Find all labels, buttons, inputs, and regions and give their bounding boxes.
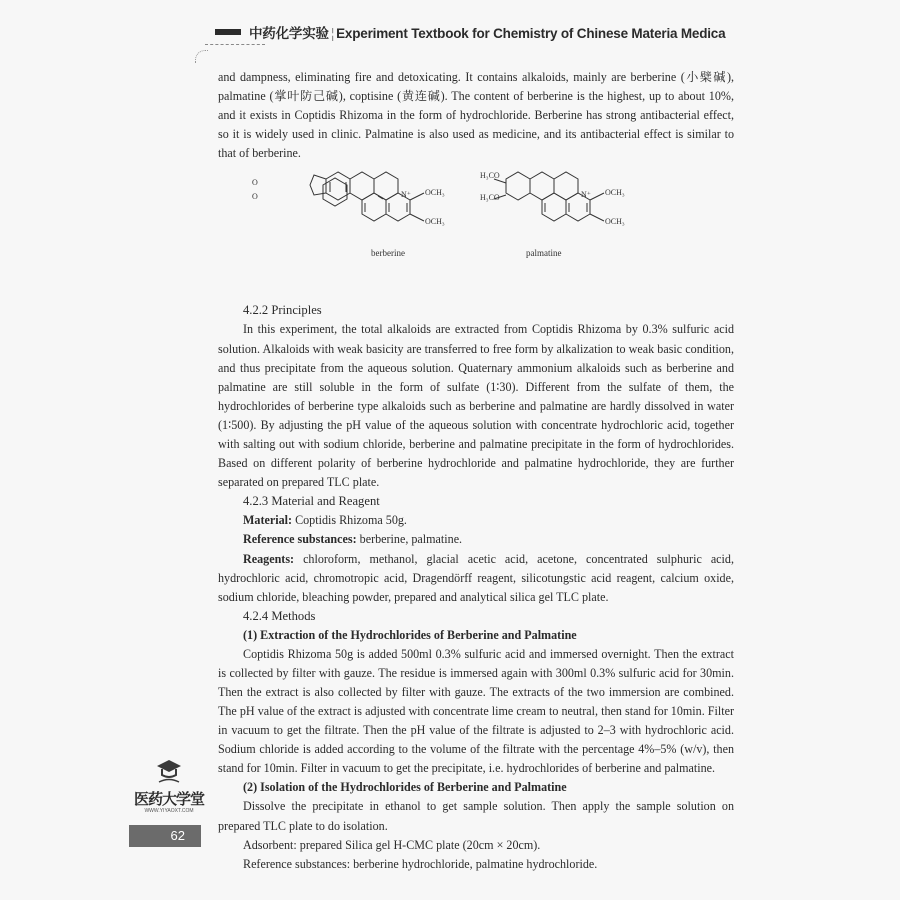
- berberine-ring-a: [323, 178, 347, 206]
- section-heading-4-2-4: 4.2.4 Methods: [243, 608, 316, 623]
- palmatine-h3co-2: H₃CO: [480, 193, 500, 203]
- reference-substances-line: Reference substances: berberine hydrochloride, palmatine hydrochloride.: [243, 856, 598, 871]
- intro-paragraph: and dampness, eliminating fire and detoxicating. It contains alkaloids, mainly are berberine (小檗碱), palmatine (掌叶防己碱), coptisine (黄连碱). The content of berberine is the highest, up to about 10%, and it exists in Coptidis Rhizoma in the form of hydrochloride. Berberine has strong antibacterial effect, so it is widely used in clinic. Palmatine is also used as medicine, and its antibacterial effect is similar to that of berberine.: [218, 70, 734, 161]
- palmatine-h3co-1: H₃CO: [480, 171, 500, 181]
- section-heading-4-2-3: 4.2.3 Material and Reagent: [243, 494, 380, 509]
- subheading-isolation: (2) Isolation of the Hydrochlorides of Berberine and Palmatine: [243, 780, 567, 795]
- palmatine-caption: palmatine: [526, 248, 562, 259]
- header-dotted-curve: [195, 50, 208, 63]
- isolation-paragraph: Dissolve the precipitate in ethanol to get sample solution. Then apply the sample solution on prepared TLC plate to do isolation.: [218, 799, 734, 833]
- header-bar: [215, 29, 241, 35]
- o-label-2: O: [252, 192, 258, 202]
- reference-line: [218, 530, 734, 549]
- logo-text: 医药大学堂: [134, 790, 205, 808]
- material-line: [218, 511, 734, 530]
- berberine-n-plus: N⁺: [401, 190, 411, 200]
- material-value: Coptidis Rhizoma 50g.: [295, 513, 407, 528]
- page-body: [218, 68, 734, 874]
- reference-label: Reference substances:: [243, 532, 357, 547]
- structure-diagram: [218, 163, 734, 301]
- page-number: 62: [129, 825, 201, 847]
- subheading-extraction: (1) Extraction of the Hydrochlorides of Berberine and Palmatine: [243, 627, 577, 642]
- palmatine-n-plus: N⁺: [581, 190, 591, 200]
- principles-paragraph: In this experiment, the total alkaloids are extracted from Coptidis Rhizoma by 0.3% sulfuric acid solution. Alkaloids with weak basicity are transferred to free form by alkalization to weak basic condition, and thus precipitate from the aqueous solution. Quaternary ammonium alkaloids such as berberine and palmatine are still soluble in the form of sulfate (1∶30). Different from the sulfate of them, the hydrochlorides of berberine type alkaloids such as berberine and palmatine are hardly dissolved in water (1∶500). By adjusting the pH value of the aqueous solution with concentrate hydrochloric acid, together with salting out with sodium chloride, berberine and palmatine precipitate in the form of hydrochlorides. Based on different polarity of berberine hydrochloride and palmatine hydrochloride, they are further separated on prepared TLC plate.: [218, 322, 734, 490]
- reagents-line: [218, 550, 734, 607]
- material-label: Material:: [243, 513, 293, 528]
- header-separator: ¦: [330, 26, 335, 41]
- extraction-paragraph: Coptidis Rhizoma 50g is added 500ml 0.3% sulfuric acid and immersed overnight. Then the extract is collected by filter with gauze. The residue is immersed again with 300ml 0.3% sulfuric acid for 30min. Then the extract is also collected by filter with gauze. The extracts of the two immersion are combined. The pH value of the extract is adjusted with concentrate lime cream to neutral, then stand for 10min. Filter in vacuum to get the filtrate. Then the pH value of the filtrate is adjusted to 2–3 with hydrochloric acid. Sodium chloride is added according to the volume of the filtrate with the percentage 4%–5% (w/v), then stand for 10min. Filter in vacuum to get the precipitate, i.e. hydrochlorides of berberine and palmatine.: [218, 646, 734, 776]
- berberine-och3-2: OCH₃: [425, 217, 445, 227]
- adsorbent-line: Adsorbent: prepared Silica gel H-CMC plate (20cm × 20cm).: [243, 837, 541, 852]
- palmatine-och3-1: OCH₃: [605, 188, 625, 198]
- reagents-value: chloroform, methanol, glacial acetic acid, acetone, concentrated sulphuric acid, hydrochloric acid, chromotropic acid, Dragendörff reagent, silicotungstic acid reagent, calcium oxide, sodium chloride, bleaching powder, prepared and analytical silica gel TLC plate.: [218, 551, 734, 604]
- header-dashed-line: [205, 44, 265, 45]
- section-heading-4-2-2: 4.2.2 Principles: [243, 303, 322, 318]
- reference-value: berberine, palmatine.: [359, 532, 463, 547]
- graduation-cap-icon: [155, 758, 183, 786]
- o-label-1: O: [252, 178, 258, 188]
- header-title-en: Experiment Textbook for Chemistry of Chinese Materia Medica: [336, 26, 726, 41]
- berberine-och3-1: OCH₃: [425, 188, 445, 198]
- header-title-cn: 中药化学实验: [249, 26, 329, 41]
- logo-url: WWW.YIYAOXT.COM: [144, 808, 194, 814]
- header-title: [249, 22, 725, 42]
- palmatine-och3-2: OCH₃: [605, 217, 625, 227]
- running-header: [205, 20, 825, 44]
- chemical-structures: [218, 163, 734, 301]
- publisher-logo: [134, 758, 204, 818]
- reagents-label: Reagents:: [243, 551, 295, 566]
- berberine-caption: berberine: [371, 248, 405, 259]
